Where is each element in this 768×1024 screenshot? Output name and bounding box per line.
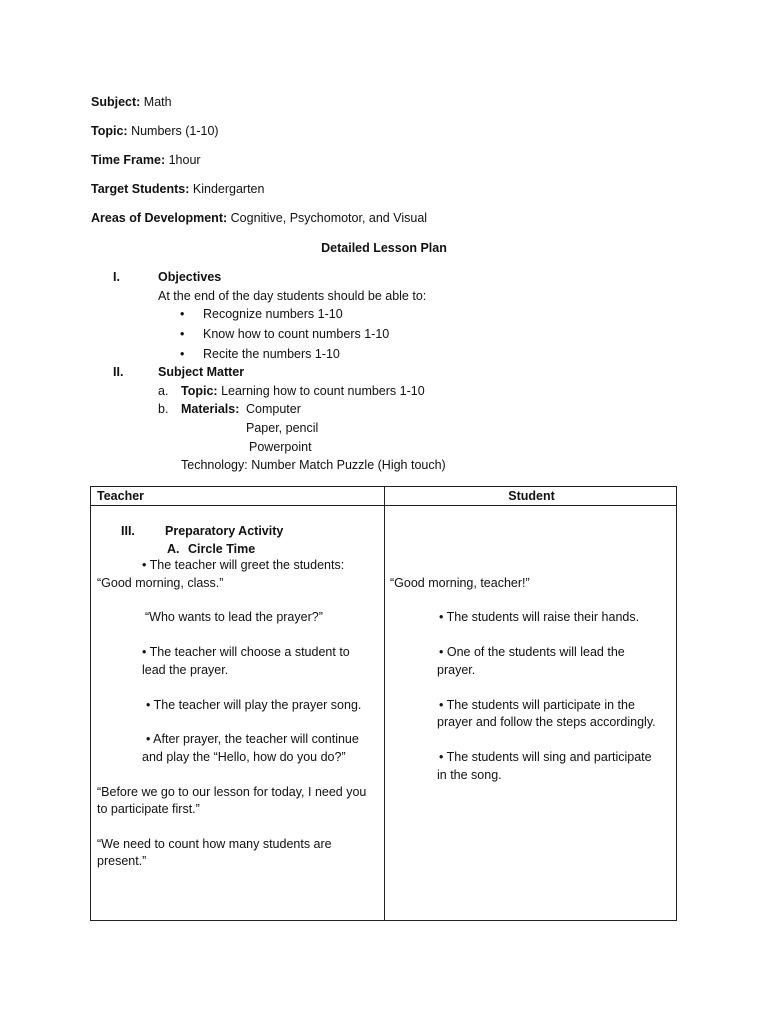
target-students-label: Target Students:	[91, 182, 190, 196]
teacher-line: • The teacher will choose a student to	[142, 645, 350, 659]
table-column-divider	[384, 487, 385, 920]
objective-item: Recite the numbers 1-10	[203, 347, 340, 361]
areas-label: Areas of Development:	[91, 211, 228, 225]
student-line: in the song.	[437, 768, 502, 782]
teacher-line: to participate first.”	[97, 802, 200, 816]
subject-matter-numeral: II.	[113, 365, 124, 379]
student-line: • One of the students will lead the	[439, 645, 625, 659]
student-line: • The students will participate in the	[439, 698, 635, 712]
teacher-line: • After prayer, the teacher will continue	[146, 732, 359, 746]
time-frame-label: Time Frame:	[91, 153, 166, 167]
bullet-icon: •	[180, 307, 185, 321]
areas-line	[91, 212, 427, 225]
student-line: prayer.	[437, 663, 476, 677]
item-a-line	[181, 385, 425, 398]
areas-value: Cognitive, Psychomotor, and Visual	[230, 211, 428, 225]
teacher-line: and play the “Hello, how do you do?”	[142, 750, 346, 764]
time-frame-line	[91, 154, 201, 167]
activity-numeral: III.	[121, 524, 135, 538]
time-frame-value: 1hour	[168, 153, 201, 167]
student-line: • The students will sing and participate	[439, 750, 652, 764]
subject-value: Math	[143, 95, 172, 109]
teacher-line: “We need to count how many students are	[97, 837, 332, 851]
topic-value: Numbers (1-10)	[131, 124, 219, 138]
activity-table	[90, 486, 677, 921]
teacher-line: present.”	[97, 854, 147, 868]
objectives-intro: At the end of the day students should be able to:	[158, 289, 427, 303]
subject-label: Subject:	[91, 95, 141, 109]
subject-line	[91, 96, 172, 109]
item-a-label: Topic:	[181, 384, 218, 398]
topic-line	[91, 125, 219, 138]
technology-value: Number Match Puzzle (High touch)	[251, 458, 446, 472]
material-item: Paper, pencil	[246, 421, 319, 435]
item-a-marker: a.	[158, 384, 169, 398]
bullet-icon: •	[180, 327, 185, 341]
item-b-label: Materials:	[181, 402, 240, 416]
subject-matter-heading: Subject Matter	[158, 365, 245, 379]
page-title: Detailed Lesson Plan	[321, 241, 447, 255]
bullet-icon: •	[180, 347, 185, 361]
topic-label: Topic:	[91, 124, 128, 138]
material-item: Computer	[246, 402, 301, 416]
objectives-numeral: I.	[113, 270, 120, 284]
objective-item: Recognize numbers 1-10	[203, 307, 343, 321]
objectives-heading: Objectives	[158, 270, 222, 284]
target-students-value: Kindergarten	[192, 182, 265, 196]
student-line: • The students will raise their hands.	[439, 610, 640, 624]
teacher-line: “Good morning, class.”	[97, 576, 224, 590]
student-column-header: Student	[508, 489, 555, 503]
item-a-value: Learning how to count numbers 1-10	[221, 384, 425, 398]
teacher-column-header: Teacher	[97, 489, 145, 503]
target-students-line	[91, 183, 264, 196]
technology-line	[181, 459, 446, 472]
student-line: prayer and follow the steps accordingly.	[437, 715, 656, 729]
technology-label: Technology:	[181, 458, 248, 472]
circle-time-heading: Circle Time	[188, 542, 256, 556]
teacher-line: lead the prayer.	[142, 663, 229, 677]
teacher-line: “Who wants to lead the prayer?”	[145, 610, 323, 624]
teacher-line: • The teacher will greet the students:	[142, 558, 345, 572]
activity-heading: Preparatory Activity	[165, 524, 284, 538]
item-b-marker: b.	[158, 402, 169, 416]
teacher-line: “Before we go to our lesson for today, I need you	[97, 785, 367, 799]
objective-item: Know how to count numbers 1-10	[203, 327, 390, 341]
teacher-line: • The teacher will play the prayer song.	[146, 698, 362, 712]
student-line: “Good morning, teacher!”	[390, 576, 530, 590]
material-item: Powerpoint	[249, 440, 312, 454]
circle-time-marker: A.	[167, 542, 180, 556]
